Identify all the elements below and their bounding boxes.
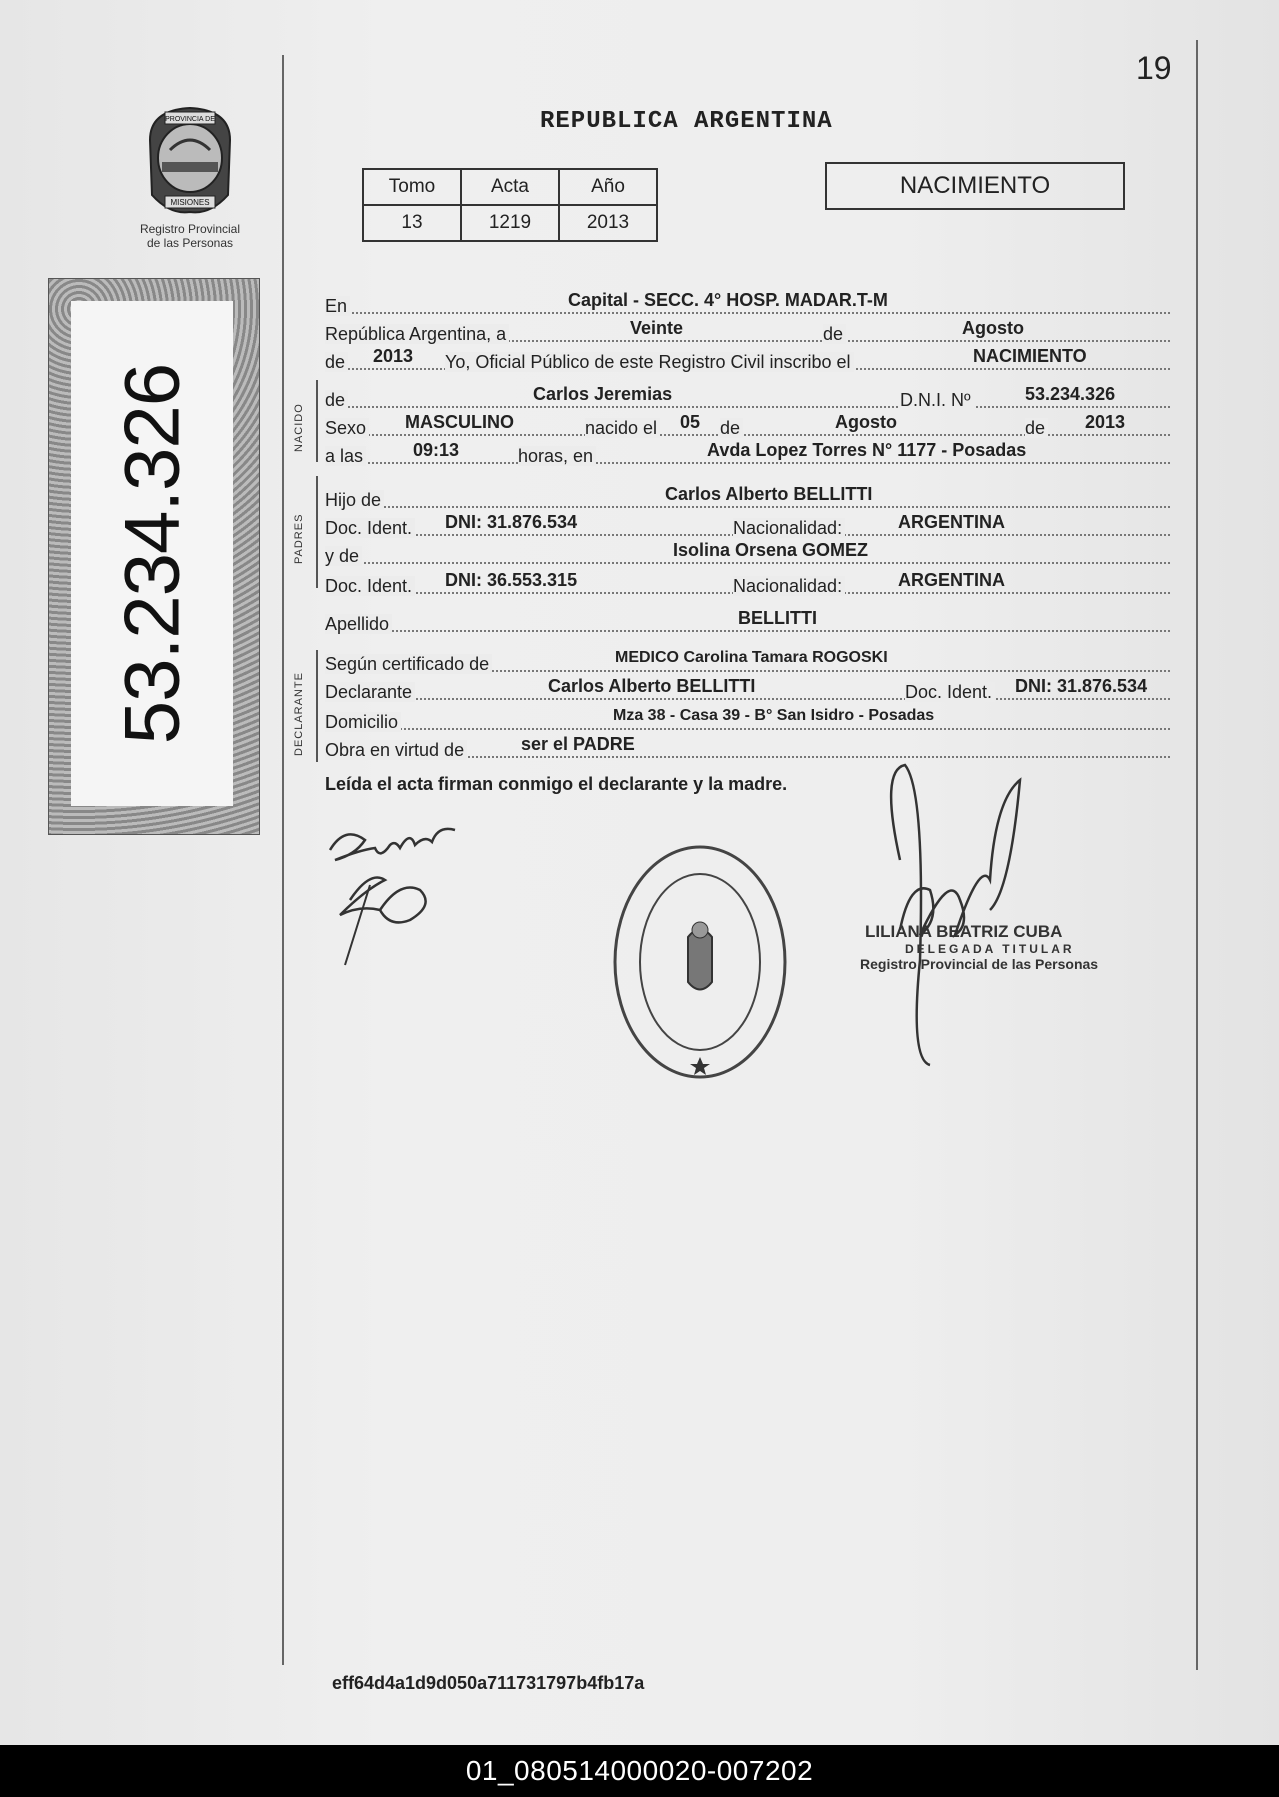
value-birth-day: 05 [680,412,701,432]
value-birth-year: 2013 [1085,412,1126,432]
dotted-line [325,506,1170,508]
value-inscription-type: NACIMIENTO [973,346,1087,366]
label-domicilio: Domicilio [325,712,401,732]
padres-label: PADRES [293,513,305,564]
label-de: de [823,324,846,344]
row-father-doc [325,512,1170,538]
row-en [325,290,1170,316]
row-obra [325,734,1170,760]
row-a-las [325,440,1170,466]
label-hijo-de: Hijo de [325,490,384,510]
value-mother-doc: DNI: 36.553.315 [445,570,578,590]
label-de-name: de [325,390,348,410]
nacido-bar [316,380,318,462]
value-time: 09:13 [413,440,460,460]
registry-header-tomo: Tomo [363,169,461,205]
value-birth-place: Avda Lopez Torres N° 1177 - Posadas [707,440,1027,460]
signatory-org: Registro Provincial de las Personas [860,956,1099,972]
registry-value-tomo: 13 [363,205,461,241]
registry-value-acta: 1219 [461,205,559,241]
declarante-bar [316,650,318,762]
value-place: Capital - SECC. 4° HOSP. MADAR.T-M [568,290,888,310]
label-doc-mother: Doc. Ident. [325,576,415,596]
official-stamp [610,842,790,1082]
row-inscribo [325,346,1170,372]
right-margin-line [1196,40,1198,1670]
value-declarante: Carlos Alberto BELLITTI [548,676,756,696]
value-month: Agosto [962,318,1024,338]
barcode-panel [48,278,260,835]
label-declarante: Declarante [325,682,415,702]
nacido-label: NACIDO [293,403,305,452]
value-father-doc: DNI: 31.876.534 [445,512,578,532]
row-hijo-de [325,484,1170,510]
label-de-year: de [1025,418,1048,438]
signatory-block [860,922,1099,972]
footer-bar [0,1745,1279,1797]
dotted-line [325,406,1170,408]
logo-caption-line1: Registro Provincial [139,222,241,236]
value-dni: 53.234.326 [1025,384,1116,404]
document-hash: eff64d4a1d9d050a711731797b4fb17a [332,1673,645,1693]
registry-header-acta: Acta [461,169,559,205]
row-mother-doc [325,570,1170,596]
value-father-nationality: ARGENTINA [898,512,1005,532]
registry-header-row [363,169,657,205]
row-apellido [325,608,1170,634]
label-nacionalidad-father: Nacionalidad: [733,518,845,538]
emblem-bottom-text: MISIONES [170,198,210,207]
provincial-emblem [140,100,240,220]
label-horas: horas, en [518,446,596,466]
value-domicilio: Mza 38 - Casa 39 - B° San Isidro - Posadas [613,707,935,724]
value-mother: Isolina Orsena GOMEZ [673,540,869,560]
label-doc-declarante: Doc. Ident. [905,682,995,702]
value-apellido: BELLITTI [738,608,817,628]
label-republica: República Argentina, a [325,324,509,344]
value-sex: MASCULINO [405,412,514,432]
value-mother-nationality: ARGENTINA [898,570,1005,590]
signatory-name: LILIANA BEATRIZ CUBA [865,922,1063,941]
value-obra: ser el PADRE [521,734,635,754]
page-number: 19 [1136,50,1172,86]
label-certificado: Según certificado de [325,654,492,674]
dotted-line [325,630,1170,632]
dotted-line [325,562,1170,564]
label-inscribo: Yo, Oficial Público de este Registro Civil inscribo el [445,352,854,372]
document-type-box: NACIMIENTO [825,162,1125,210]
label-nacionalidad-mother: Nacionalidad: [733,576,845,596]
row-declarante [325,676,1170,702]
dotted-line [325,698,1170,700]
dotted-line [325,312,1170,314]
row-republica [325,318,1170,344]
label-y-de: y de [325,546,362,566]
label-dni: D.N.I. Nº [900,390,974,410]
dotted-line [325,462,1170,464]
label-sexo: Sexo [325,418,369,438]
label-apellido: Apellido [325,614,392,634]
row-domicilio [325,706,1170,732]
dotted-line [325,728,1170,730]
padres-bar [316,476,318,588]
document-title: REPUBLICA ARGENTINA [540,108,833,135]
value-father: Carlos Alberto BELLITTI [665,484,873,504]
registry-value-row [363,205,657,241]
row-nacido-name [325,384,1170,410]
value-declarante-doc: DNI: 31.876.534 [1015,676,1148,696]
closing-statement: Leída el acta firman conmigo el declarante y la madre. [325,774,788,794]
registry-value-ano: 2013 [559,205,657,241]
label-obra: Obra en virtud de [325,740,467,760]
barcode-number: 53.234.326 [107,363,196,744]
value-day: Veinte [630,318,684,338]
row-y-de [325,540,1170,566]
label-en: En [325,296,350,316]
value-certificado: MEDICO Carolina Tamara ROGOSKI [615,649,888,666]
emblem-top-text: PROVINCIA DE [165,116,215,123]
declarant-signature [320,810,480,970]
logo-caption-line2: de las Personas [146,236,234,250]
registry-table [362,168,658,242]
declarante-label: DECLARANTE [293,672,305,756]
row-certificado [325,648,1170,674]
logo-caption [115,222,265,250]
label-de2: de [325,352,348,372]
value-birth-month: Agosto [835,412,897,432]
official-signature [880,760,1040,1080]
label-de-month: de [720,418,743,438]
row-sexo [325,412,1170,438]
left-margin-line [282,55,284,1665]
label-a-las: a las [325,446,366,466]
value-year: 2013 [373,346,414,366]
label-doc-father: Doc. Ident. [325,518,415,538]
barcode-label [71,301,233,806]
registry-header-ano: Año [559,169,657,205]
value-name: Carlos Jeremias [533,384,673,404]
footer-id: 01_080514000020-007202 [465,1755,814,1786]
signatory-role: DELEGADA TITULAR [905,942,1075,956]
label-nacido-el: nacido el [585,418,660,438]
